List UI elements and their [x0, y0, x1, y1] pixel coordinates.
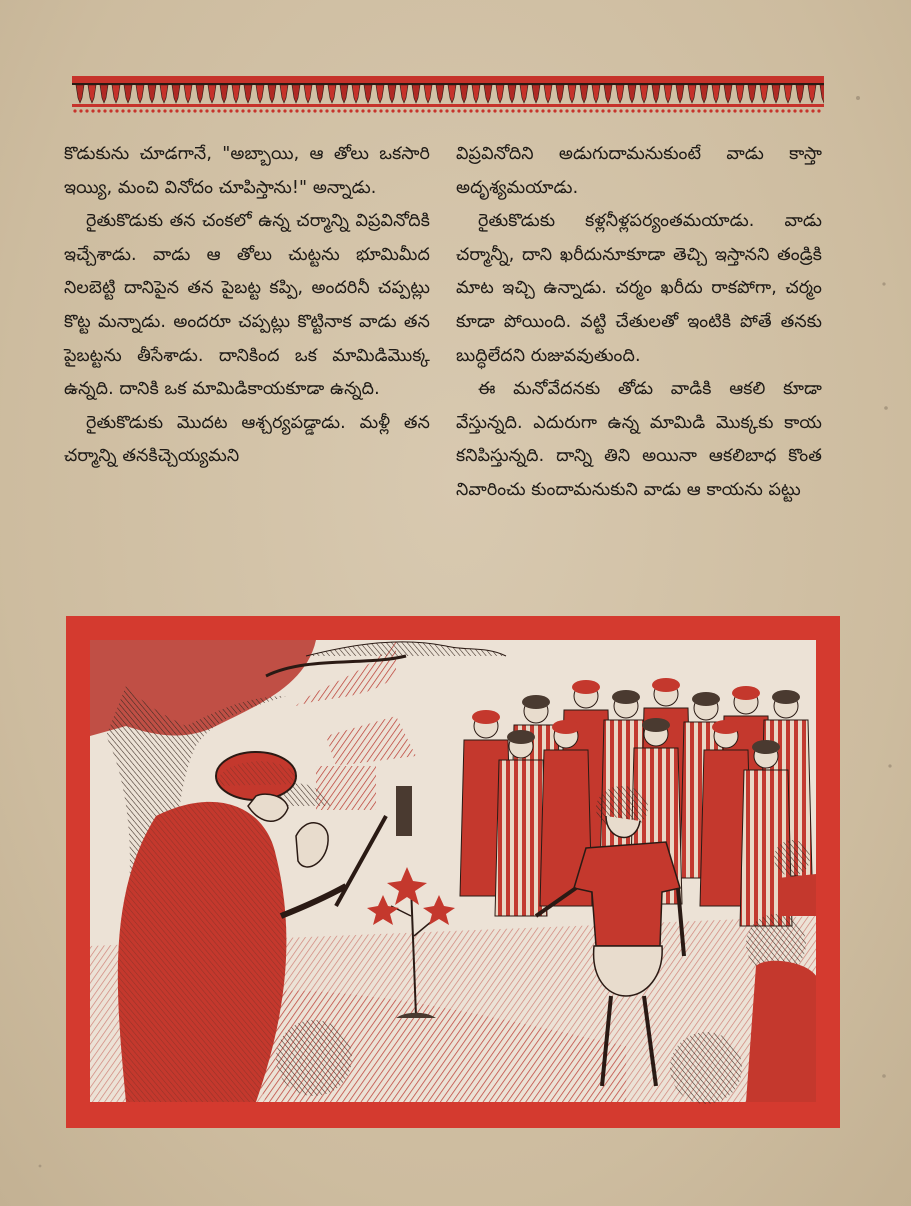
- paragraph: రైతుకొడుకు మొదట ఆశ్చర్యపడ్డాడు. మళ్లీ తన చర్మాన్ని తనకిచ్చెయ్యమని: [64, 412, 430, 467]
- paragraph: విప్రవినోదిని అడుగుదామనుకుంటే వాడు కాస్తా అదృశ్యమయాడు.: [456, 144, 822, 198]
- paragraph: రైతుకొడుకు కళ్లనీళ్లపర్యంతమయాడు. వాడు చర్మాన్నీ, దాని ఖరీదునూకూడా తెచ్చి ఇస్తానని తండ్రికి మాట ఇచ్చి ఉన్నాడు. చర్మం ఖరీదు రాకపోగా, చర్మం కూడా పోయింది. వట్టి చేతులతో ఇంటికి పోతే తనకు బుద్ధిలేదని రుజువవుతుంది.: [456, 211, 822, 366]
- paragraph: రైతుకొడుకు తన చంకలో ఉన్న చర్మాన్ని విప్రవినోదికి ఇచ్చేశాడు. వాడు ఆ తోలు చుట్టను భూమిమీద నిలబెట్టి దానిపైన తన పైబట్ట కప్పి, అందరినీ చప్పట్లు కొట్ట మన్నాడు. అందరూ చప్పట్లు కొట్టినాక వాడు తన పైబట్టను తీసేశాడు. దానికింద ఒక మామిడిమొక్క ఉన్నది. దానికి ఒక మామిడికాయకూడా ఉన్నది.: [64, 211, 430, 400]
- paragraph: ఈ మనోవేదనకు తోడు వాడికి ఆకలి కూడా వేస్తున్నది. ఎదురుగా ఉన్న మామిడి మొక్కకు కాయ కనిపిస్తున్నది. దాన్ని తిని అయినా ఆకలిబాధ కొంత నివారించు కుందామనుకుని వాడు ఆ కాయను పట్టు: [456, 379, 822, 500]
- paragraph: కొడుకును చూడగానే, "అబ్బాయి, ఆ తోలు ఒకసారి ఇయ్యి, మంచి వినోదం చూపిస్తాను!" అన్నాడు.: [64, 144, 430, 198]
